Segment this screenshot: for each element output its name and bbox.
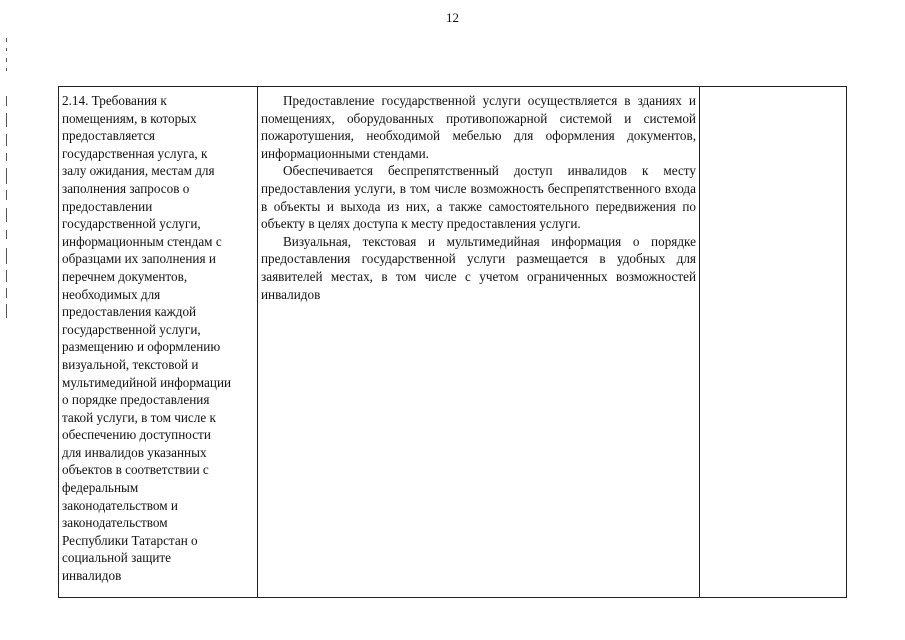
table-row (59, 87, 847, 598)
page-number: 12 (446, 10, 459, 25)
description-cell (258, 87, 700, 598)
scan-margin-marks (4, 38, 10, 338)
description-paragraph: Визуальная, текстовая и мультимедийная информация о порядке предоставления государственной услуги размещается в удобных для заявителей местах, в том числе с учетом ограниченных возможностей инвалидов (261, 233, 696, 302)
requirement-cell (59, 87, 258, 598)
empty-cell (700, 87, 847, 598)
description-paragraph: Обеспечивается беспрепятственный доступ инвалидов к месту предоставления услуги, в том числе возможность беспрепятственного входа в объекты и выхода из них, а также самостоятельного передвижения по объекту в целях доступа к месту предоставления услуги. (261, 163, 696, 232)
requirements-table (58, 86, 847, 598)
requirement-text: 2.14. Требования к помещениям, в которых предоставляется государственная услуга, к залу ожидания, местам для заполнения запросов о предоставлении государственной услуги, информационным стендам с образцами их заполнения и перечнем документов, необходимых для предоставления каждой государственной услуги, размещению и оформлению визуальной, текстовой и мультимедийной информации о порядке предоставления такой услуги, в том числе к обеспечению доступности для инвалидов указанных объектов в соответствии с федеральным законодательством и законодательством Республики Татарстан о социальной защите инвалидов (62, 93, 232, 584)
description-paragraph: Предоставление государственной услуги осуществляется в зданиях и помещениях, оборудованных противопожарной системой и системой пожаротушения, необходимой мебелью для оформления документов, информационными стендами. (261, 93, 696, 161)
